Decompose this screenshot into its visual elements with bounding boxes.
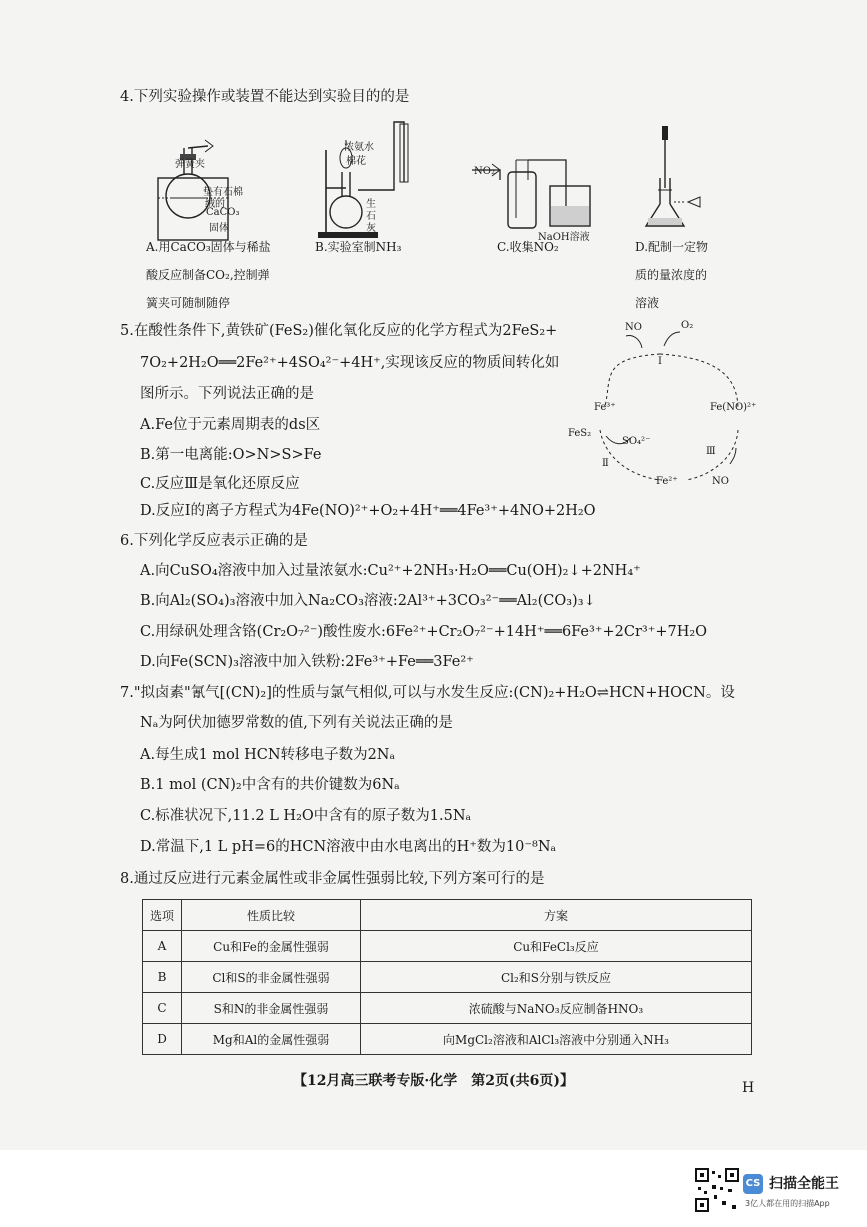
q4d-caption-2: 质的量浓度的 — [635, 268, 708, 282]
table-header-cell: 选项 — [143, 900, 182, 931]
q4b-label-quicklime-2: 石 — [366, 211, 376, 222]
table-header-cell: 性质比较 — [182, 900, 361, 931]
table-cell: 向MgCl₂溶液和AlCl₃溶液中分别通入NH₃ — [361, 1024, 752, 1055]
q5-stem-3: 图所示。下列说法正确的是 — [140, 386, 314, 402]
q5-option-c: C.反应Ⅲ是氧化还原反应 — [140, 476, 300, 492]
q4-apparatus-a — [150, 118, 260, 246]
q6-stem: 6.下列化学反应表示正确的是 — [120, 533, 308, 549]
q7-option-d: D.常温下,1 L pH=6的HCN溶液中由水电离出的H⁺数为10⁻⁸Nₐ — [140, 839, 557, 855]
table-cell: S和N的非金属性强弱 — [182, 993, 361, 1024]
table-cell: Cl₂和S分别与铁反应 — [361, 962, 752, 993]
table-row — [143, 962, 752, 993]
table-header-cell: 方案 — [361, 900, 752, 931]
q4a-label-caco3: CaCO₃ — [206, 207, 240, 218]
q4-stem: 4.下列实验操作或装置不能达到实验目的的是 — [120, 89, 410, 105]
q4a-label-solid: 固体 — [209, 223, 229, 234]
q4-apparatus-c — [470, 150, 600, 230]
table-cell: Cl和S的非金属性强弱 — [182, 962, 361, 993]
q5-option-d: D.反应Ⅰ的离子方程式为4Fe(NO)²⁺+O₂+4H⁺══4Fe³⁺+4NO+2H₂O — [140, 503, 596, 519]
table-cell: A — [143, 931, 182, 962]
q4a-label-clamp: 弹簧夹 — [175, 159, 205, 170]
q4b-label-quicklime-3: 灰 — [366, 223, 376, 234]
q6-option-a: A.向CuSO₄溶液中加入过量浓氨水:Cu²⁺+2NH₃·H₂O══Cu(OH)₂↓+2NH₄⁺ — [140, 563, 641, 579]
table-cell: Mg和Al的金属性强弱 — [182, 1024, 361, 1055]
q5-diagram-step-2: Ⅱ — [602, 458, 609, 469]
table-cell: D — [143, 1024, 182, 1055]
q4a-caption-3: 簧夹可随制随停 — [146, 296, 231, 310]
page-footer: 【12月高三联考专版·化学 第2页(共6页)】 — [292, 1073, 575, 1089]
q6-option-b: B.向Al₂(SO₄)₃溶液中加入Na₂CO₃溶液:2Al³⁺+3CO₃²⁻══Al₂(CO₃)₃↓ — [140, 593, 596, 609]
camscanner-logo-icon: CS — [743, 1174, 763, 1194]
table-cell: Cu和FeCl₃反应 — [361, 931, 752, 962]
q4c-label-no2: NO₂ — [474, 166, 495, 177]
q5-diagram-step-3: Ⅲ — [706, 446, 716, 457]
q5-stem-1: 5.在酸性条件下,黄铁矿(FeS₂)催化氧化反应的化学方程式为2FeS₂+ — [120, 323, 558, 339]
scanner-watermark-bar — [0, 1150, 867, 1227]
q5-option-a: A.Fe位于元素周期表的ds区 — [140, 417, 321, 433]
q7-option-a: A.每生成1 mol HCN转移电子数为2Nₐ — [140, 747, 396, 763]
q4d-caption-1: D.配制一定物 — [635, 240, 709, 254]
table-cell: B — [143, 962, 182, 993]
q4c-caption: C.收集NO₂ — [497, 240, 559, 254]
table-cell: Cu和Fe的金属性强弱 — [182, 931, 361, 962]
q5-diagram-fe3: Fe³⁺ — [594, 402, 616, 413]
q5-stem-2: 7O₂+2H₂O══2Fe²⁺+4SO₄²⁻+4H⁺,实现该反应的物质间转化如 — [140, 355, 560, 371]
q7-stem-2: Nₐ为阿伏加德罗常数的值,下列有关说法正确的是 — [140, 715, 453, 731]
q8-options-table — [142, 899, 752, 1055]
qr-code-icon — [694, 1167, 740, 1213]
q7-option-b: B.1 mol (CN)₂中含有的共价键数为6Nₐ — [140, 777, 400, 793]
q4a-caption-2: 酸反应制备CO₂,控制弹 — [146, 268, 270, 282]
q4b-caption: B.实验室制NH₃ — [315, 240, 402, 254]
q4a-caption-1: A.用CaCO₃固体与稀盐 — [146, 240, 271, 254]
q6-option-d: D.向Fe(SCN)₃溶液中加入铁粉:2Fe³⁺+Fe══3Fe²⁺ — [140, 654, 474, 670]
q4b-label-quicklime-1: 生 — [366, 199, 376, 210]
q6-option-c: C.用绿矾处理含铬(Cr₂O₇²⁻)酸性废水:6Fe²⁺+Cr₂O₇²⁻+14H⁺══6Fe³⁺+2Cr³⁺+7H₂O — [140, 624, 708, 640]
q4a-label-asbestos: 垫有石棉 — [203, 187, 243, 198]
q4b-label-ammonia: 浓氨水 — [344, 142, 374, 153]
q4b-label-cotton: 棉花 — [346, 156, 366, 167]
q5-diagram-so4: SO₄²⁻ — [622, 436, 651, 447]
table-row — [143, 931, 752, 962]
q7-option-c: C.标准状况下,11.2 L H₂O中含有的原子数为1.5Nₐ — [140, 808, 472, 824]
q5-diagram-no-out: NO — [625, 322, 642, 333]
table-cell: 浓硫酸与NaNO₃反应制备HNO₃ — [361, 993, 752, 1024]
q5-diagram-step-1: Ⅰ — [658, 356, 662, 367]
table-row — [143, 993, 752, 1024]
table-cell: C — [143, 993, 182, 1024]
q8-stem: 8.通过反应进行元素金属性或非金属性强弱比较,下列方案可行的是 — [120, 871, 545, 887]
version-mark: H — [742, 1080, 755, 1096]
table-row — [143, 1024, 752, 1055]
scanner-app-name: 扫描全能王 — [769, 1176, 839, 1192]
q4d-caption-3: 溶液 — [635, 296, 660, 310]
q5-option-b: B.第一电离能:O>N>S>Fe — [140, 447, 322, 463]
q5-diagram-fe-no: Fe(NO)²⁺ — [710, 402, 757, 413]
q5-diagram-no-in: NO — [712, 476, 729, 487]
q5-diagram-fes2: FeS₂ — [568, 428, 592, 439]
q7-stem-1: 7."拟卤素"氰气[(CN)₂]的性质与氯气相似,可以与水发生反应:(CN)₂+H₂O⇌HCN+HOCN。设 — [120, 685, 735, 701]
scanner-app-tagline: 3亿人都在用的扫描App — [745, 1199, 830, 1208]
q4c-label-naoh: NaOH溶液 — [538, 232, 590, 243]
q5-diagram-fe2: Fe²⁺ — [656, 476, 678, 487]
table-header-row — [143, 900, 752, 931]
q4a-label-fiber: 绒的 — [205, 199, 225, 210]
q4-apparatus-d — [640, 122, 720, 240]
q5-diagram-o2: O₂ — [681, 320, 694, 331]
